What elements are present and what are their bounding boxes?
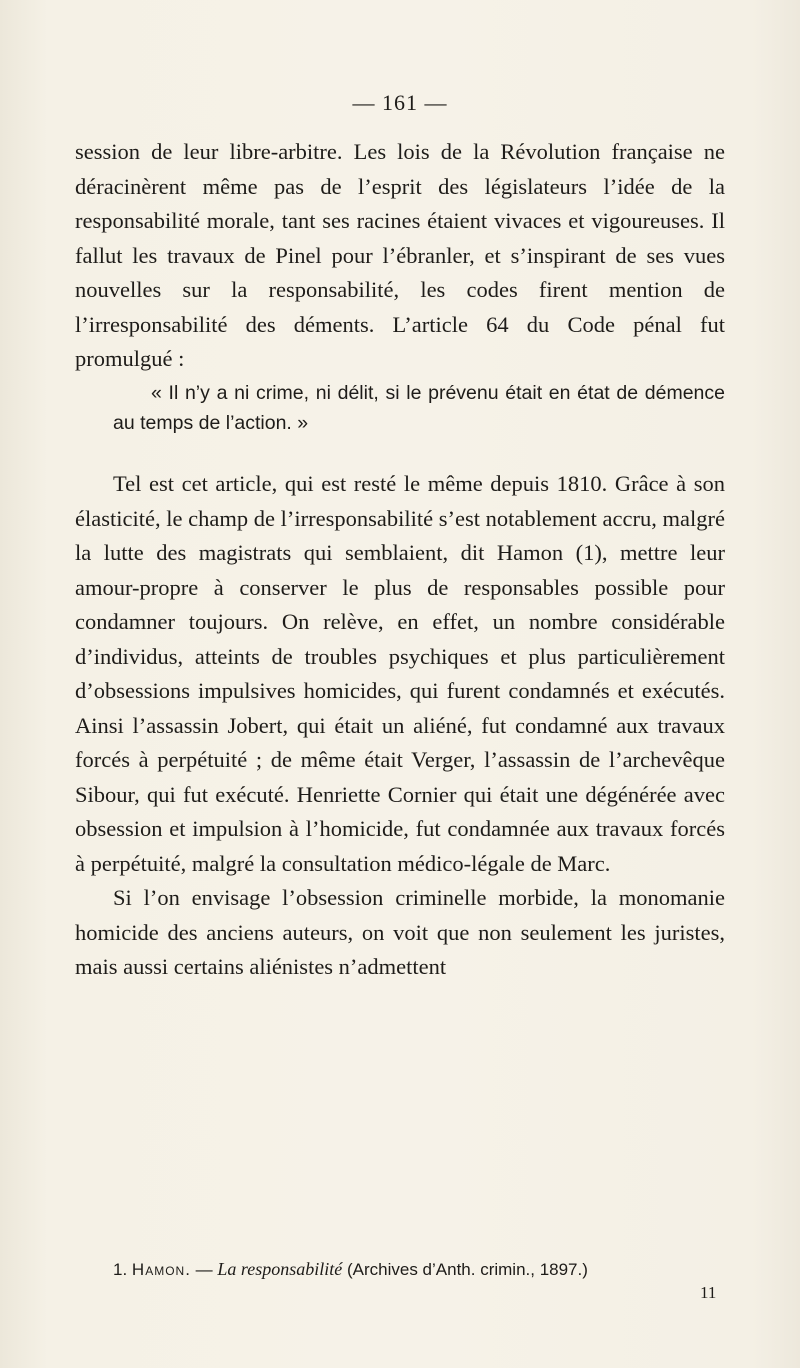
legal-quote [75, 378, 725, 438]
page-number: — 161 — [352, 90, 448, 115]
paragraph-1-text: session de leur libre-arbitre. Les lois de la Révolution française ne déracinèrent même pas de l’esprit des législateurs l’idée de la responsabilité morale, tant ses racines étaient vivaces et vigoureuses. Il fallut les travaux de Pinel pour l’ébranler, et s’inspirant de ses vues nouvelles sur la responsabilité, les codes firent mention de l’irresponsabilité des déments. L’article 64 du Code pénal fut promulgué : [75, 139, 725, 371]
printer-signature: 11 [700, 1283, 717, 1302]
footnote-source: (Archives d’Anth. crimin., 1897.) [346, 1260, 588, 1279]
paragraph-1 [75, 135, 725, 377]
paragraph-2-block [75, 467, 725, 985]
paragraph-2-text: Tel est cet article, qui est resté le même depuis 1810. Grâce à son élasticité, le champ de l’irresponsabilité s’est notablement accru, malgré la lutte des magistrats qui semblaient, dit Hamon (1), mettre leur amour-propre à conserver le plus de responsables possible pour condamner toujours. On relève, en effet, un nombre considérable d’individus, atteints de troubles psychiques et plus particulièrement d’obsessions impulsives homicides, qui furent condamnés et exécutés. Ainsi l’assassin Jobert, qui était un aliéné, fut condamné aux travaux forcés à perpétuité ; de même était Verger, l’assassin de l’archevêque Sibour, qui fut exécuté. Henriette Cornier qui était une dégénérée avec obsession et impulsion à l’homicide, fut condamnée aux travaux forcés à perpétuité, malgré la consultation médico-légale de Marc. [75, 471, 725, 876]
footnote [113, 1257, 733, 1282]
footnote-dash: — [195, 1260, 213, 1279]
paragraph-3-text: Si l’on envisage l’obsession criminelle morbide, la monomanie homicide des anciens auteurs, on voit que non seulement les juristes, mais aussi certains aliénistes n’admettent [75, 885, 725, 979]
footnote-author: Hamon. [131, 1260, 191, 1279]
footnote-title: La responsabilité [217, 1259, 343, 1279]
footnote-marker: 1. [113, 1260, 128, 1279]
legal-quote-text: « Il n’y a ni crime, ni délit, si le prévenu était en état de démence au temps de l’action. » [113, 382, 725, 434]
